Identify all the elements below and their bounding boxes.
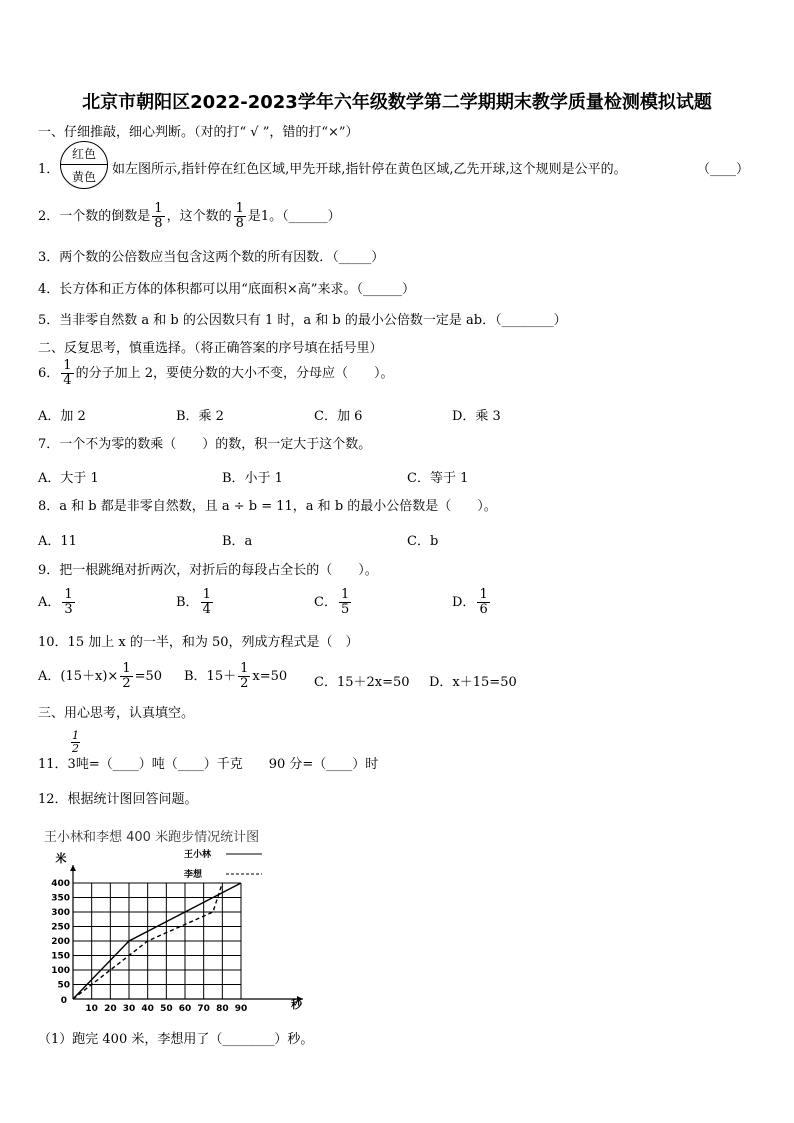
chart-grid <box>70 865 303 1002</box>
q7-option-b[interactable]: B．小于 1 <box>222 471 283 486</box>
question-6-text: 的分子加上 2，要使分数的大小不变，分母应（ ）。 <box>75 366 394 381</box>
y-axis-label: 米 <box>55 852 67 865</box>
fraction-numerator: 1 <box>63 358 72 373</box>
fraction-1-6 <box>477 588 489 617</box>
section-3-heading: 三、用心思考，认真填空。 <box>38 706 195 721</box>
fraction-denominator: 4 <box>63 373 72 388</box>
fraction-1-2-b <box>238 662 250 691</box>
option-label: D． <box>452 595 476 610</box>
x-axis-label: 秒 <box>291 998 302 1011</box>
fraction-1-5 <box>339 588 351 617</box>
x-tick-label: 40 <box>141 1004 154 1012</box>
fraction-denominator: 8 <box>235 216 244 231</box>
q6-option-b[interactable]: B．乘 2 <box>176 409 224 424</box>
q6-option-a[interactable]: A．加 2 <box>38 409 86 424</box>
question-7: 7．一个不为零的数乘（ ）的数，积一定大于这个数。 <box>38 437 372 452</box>
question-6-number: 6． <box>38 366 60 381</box>
page-title: 北京市朝阳区2022-2023学年六年级数学第二学期期末教学质量检测模拟试题 <box>82 92 712 113</box>
fraction-1-3 <box>62 588 74 617</box>
question-11-number: 11．3 <box>38 757 76 772</box>
fraction-1-4 <box>61 359 73 388</box>
fraction-numerator: 1 <box>235 201 244 216</box>
fraction-denominator: 5 <box>340 602 350 617</box>
y-tick-label: 250 <box>51 922 70 933</box>
question-1 <box>38 160 59 180</box>
question-5: 5．当非零自然数 a 和 b 的公因数只有 1 时，a 和 b 的最小公倍数一定是 ab．（________） <box>38 313 567 328</box>
question-1-answer-blank[interactable]: （____） <box>697 162 750 177</box>
x-tick-label: 20 <box>104 1004 117 1012</box>
option-label: A． <box>38 595 61 610</box>
option-text: B．15＋ <box>184 669 237 684</box>
section-2-heading: 二、反复思考，慎重选择。（将正确答案的序号填在括号里） <box>38 341 383 356</box>
q9-option-a[interactable] <box>38 588 77 617</box>
fraction-denominator: 6 <box>479 602 488 617</box>
question-2-text-a: 一个数的倒数是 <box>59 209 151 224</box>
y-tick-label: 100 <box>51 966 70 976</box>
q8-option-a[interactable]: A．11 <box>38 534 77 549</box>
question-1-number: 1． <box>38 162 60 177</box>
legend-label-1: 王小林 <box>184 850 212 860</box>
q8-option-c[interactable]: C．b <box>407 534 439 549</box>
question-2-number: 2． <box>38 209 60 224</box>
y-tick-label: 50 <box>57 980 70 991</box>
fraction-denominator: 2 <box>72 742 79 755</box>
question-12: 12．根据统计图回答问题。 <box>38 792 198 807</box>
fraction-1-2 <box>120 662 132 691</box>
fraction-denominator: 4 <box>202 602 211 617</box>
q9-option-b[interactable] <box>176 588 215 617</box>
question-10: 10．15 加上 x 的一半，和为 50，列成方程式是（ ） <box>38 635 359 650</box>
section-1-heading: 一、仔细推敲，细心判断。（对的打“ √ ”，错的打“×”） <box>38 125 359 140</box>
spinner-circle-icon <box>60 141 108 189</box>
x-tick-label: 70 <box>197 1004 210 1012</box>
q6-option-d[interactable]: D．乘 3 <box>452 409 501 424</box>
x-tick-label: 80 <box>216 1004 229 1012</box>
question-11-text[interactable]: 吨=（____）吨（____）千克 90 分=（____）时 <box>75 757 379 772</box>
fraction-numerator: 1 <box>240 661 249 676</box>
y-axis-arrow-icon <box>70 865 76 871</box>
y-tick-label: 300 <box>51 908 70 918</box>
question-2 <box>38 202 341 231</box>
chart-labels <box>51 848 303 1012</box>
question-2-text-b: ，这个数的 <box>166 209 232 224</box>
fraction-1-4-b <box>201 588 213 617</box>
q10-option-b[interactable] <box>184 662 287 691</box>
fraction-numerator: 1 <box>72 729 79 742</box>
x-tick-label: 30 <box>122 1004 136 1012</box>
spinner-divider <box>61 164 107 165</box>
q9-option-d[interactable] <box>452 588 492 617</box>
question-6 <box>38 359 393 388</box>
q7-option-c[interactable]: C．等于 1 <box>407 471 469 486</box>
fraction-denominator: 2 <box>240 676 249 691</box>
q9-option-c[interactable] <box>314 588 353 617</box>
option-label: B． <box>176 595 199 610</box>
x-tick-label: 10 <box>85 1004 98 1012</box>
option-text: =50 <box>134 669 163 684</box>
question-3: 3．两个数的公倍数应当包含这两个数的所有因数．（_____） <box>38 250 385 265</box>
q8-option-b[interactable]: B．a <box>222 534 253 549</box>
x-tick-label: 50 <box>160 1004 173 1012</box>
question-1-text: 如左图所示,指针停在红色区域,甲先开球,指针停在黄色区域,乙先开球,这个规则是公平的。 <box>112 162 627 177</box>
q6-option-c[interactable]: C．加 6 <box>314 409 363 424</box>
x-tick-label: 90 <box>234 1004 248 1012</box>
q10-option-c[interactable]: C．15＋2x=50 <box>314 675 410 690</box>
spinner-red-label: 红色 <box>71 147 96 161</box>
fraction-denominator: 8 <box>154 216 163 231</box>
question-2-text-c[interactable]: 是1。（______） <box>247 209 341 224</box>
q10-option-a[interactable] <box>38 662 162 691</box>
fraction-1-8-b <box>234 202 246 231</box>
fraction-denominator: 2 <box>122 676 131 691</box>
x-tick-label: 60 <box>178 1004 192 1012</box>
option-text: x=50 <box>252 669 288 684</box>
fraction-numerator: 1 <box>154 201 163 216</box>
y-tick-label: 400 <box>51 879 70 889</box>
question-8: 8．a 和 b 都是非零自然数，且 a ÷ b = 11，a 和 b 的最小公倍数是（ ）。 <box>38 499 497 514</box>
option-text: A．(15＋x)× <box>38 669 119 684</box>
fraction-numerator: 1 <box>479 587 488 602</box>
fraction-numerator: 1 <box>64 587 73 602</box>
question-12-sub-1[interactable]: （1）跑完 400 米，李想用了（________）秒。 <box>38 1032 314 1047</box>
line-chart <box>40 846 320 1012</box>
legend-label-2: 李想 <box>184 870 203 880</box>
fraction-1-8 <box>152 202 164 231</box>
question-9: 9．把一根跳绳对折两次，对折后的每段占全长的（ ）。 <box>38 563 378 578</box>
fraction-numerator: 1 <box>202 587 211 602</box>
question-4: 4．长方体和正方体的体积都可以用“底面积×高”来求。（______） <box>38 282 415 297</box>
y-tick-label: 350 <box>51 893 70 904</box>
spinner-yellow-label: 黄色 <box>71 170 96 184</box>
option-label: C． <box>314 595 337 610</box>
q10-option-d[interactable]: D．x＋15=50 <box>429 675 517 690</box>
fraction-numerator: 1 <box>122 661 131 676</box>
fraction-denominator: 3 <box>64 602 73 617</box>
question-11 <box>38 755 378 775</box>
origin-label: 0 <box>60 996 67 1006</box>
mixed-fraction-superscript <box>71 730 80 755</box>
y-tick-label: 150 <box>51 951 70 962</box>
fraction-numerator: 1 <box>340 587 350 602</box>
chart-title: 王小林和李想 400 米跑步情况统计图 <box>44 830 260 845</box>
y-tick-label: 200 <box>51 937 70 947</box>
q7-option-a[interactable]: A．大于 1 <box>38 471 99 486</box>
